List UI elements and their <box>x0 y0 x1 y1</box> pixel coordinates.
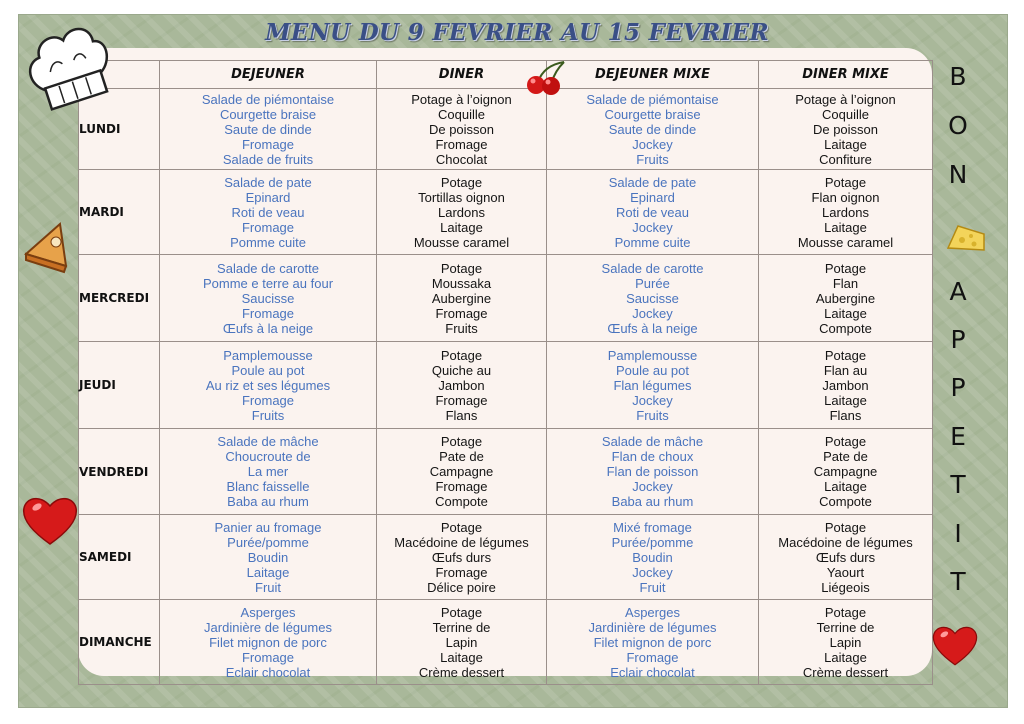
menu-cell-dejeuner <box>160 429 377 515</box>
menu-item: Poule au pot <box>231 362 305 378</box>
menu-item: Œufs durs <box>815 549 876 565</box>
menu-item: Baba au rhum <box>227 494 309 509</box>
menu-item: Laitage <box>440 649 483 665</box>
menu-item: Potage <box>440 174 483 190</box>
menu-item: Courgette braise <box>604 106 701 122</box>
menu-item: Potage à l’oignon <box>795 91 896 107</box>
menu-item: Laitage <box>824 219 867 235</box>
heart-icon-right <box>930 622 980 668</box>
menu-item: Compote <box>435 494 488 509</box>
menu-item: Fromage <box>435 564 488 580</box>
menu-cell-dejeuner-mixe <box>547 255 759 342</box>
heart-icon-left <box>20 492 80 548</box>
menu-cell-diner-mixe <box>759 429 933 515</box>
menu-cell-dejeuner-mixe <box>547 170 759 255</box>
menu-cell-dejeuner <box>160 170 377 255</box>
menu-item: Jockey <box>632 479 673 494</box>
menu-item: Fromage <box>241 136 295 152</box>
menu-item: Saute de dinde <box>224 121 312 137</box>
menu-item: Fromage <box>435 479 488 494</box>
menu-item: Terrine de <box>816 619 875 635</box>
menu-item: Fromage <box>435 305 488 321</box>
menu-item: Délice poire <box>427 579 496 595</box>
side-letter: P <box>950 373 966 402</box>
menu-item: Fruits <box>251 407 285 423</box>
menu-item: Choucroute de <box>225 449 311 464</box>
menu-item: Fruit <box>255 579 281 595</box>
menu-cell-diner <box>377 600 547 685</box>
menu-item: Eclair chocolat <box>225 664 311 680</box>
menu-item: De poisson <box>812 121 879 137</box>
menu-cell-dejeuner-mixe <box>547 515 759 600</box>
menu-item: Laitage <box>824 392 867 408</box>
menu-item: Compote <box>819 320 872 336</box>
menu-cell-diner <box>377 342 547 429</box>
menu-item: Flans <box>445 407 478 423</box>
side-letter: P <box>950 325 966 354</box>
menu-item: Filet mignon de porc <box>209 634 327 650</box>
menu-cell-diner <box>377 89 547 170</box>
menu-item: Chocolat <box>435 151 488 167</box>
menu-item: Campagne <box>813 464 878 479</box>
menu-item: Jockey <box>632 392 673 408</box>
side-letter: T <box>950 567 966 596</box>
menu-item: Jambon <box>822 377 869 393</box>
menu-item: Flan légumes <box>613 377 692 393</box>
menu-item: Fromage <box>435 136 488 152</box>
column-header-dejeuner: DEJEUNER <box>160 61 377 89</box>
menu-item: Pamplemousse <box>223 347 313 363</box>
day-label: JEUDI <box>79 342 160 429</box>
menu-item: Œufs durs <box>431 549 492 565</box>
menu-cell-dejeuner <box>160 342 377 429</box>
menu-item: Pomme cuite <box>614 234 691 250</box>
menu-item: Pamplemousse <box>607 347 698 363</box>
menu-item: Purée/pomme <box>227 534 309 550</box>
menu-item: Fromage <box>241 219 295 235</box>
table-row <box>79 170 933 255</box>
menu-cell-dejeuner-mixe <box>547 429 759 515</box>
day-label: DIMANCHE <box>79 600 160 685</box>
menu-item: Jardinière de légumes <box>588 619 717 635</box>
menu-item: Poule au pot <box>615 362 689 378</box>
menu-item: Fruits <box>636 407 669 423</box>
menu-item: Coquille <box>822 106 869 122</box>
menu-item: Lardons <box>438 204 485 220</box>
menu-item: Pate de <box>823 449 868 464</box>
menu-item: Salade de piémontaise <box>586 91 719 107</box>
table-row <box>79 429 933 515</box>
menu-item: Roti de veau <box>231 204 305 220</box>
menu-cell-diner-mixe <box>759 89 933 170</box>
menu-item: Jockey <box>632 564 673 580</box>
table-row <box>79 89 933 170</box>
menu-item: Laitage <box>824 649 867 665</box>
chef-hat-icon <box>20 22 118 114</box>
cheese-icon <box>944 222 988 254</box>
menu-item: Potage <box>824 347 867 363</box>
menu-item: Salade de mâche <box>601 434 704 449</box>
menu-item: Salade de carotte <box>601 260 704 276</box>
menu-item: Potage <box>824 434 867 449</box>
pie-slice-icon <box>20 218 70 274</box>
menu-item: Potage à l’oignon <box>411 91 512 107</box>
menu-item: Fruit <box>639 579 666 595</box>
table-row <box>79 515 933 600</box>
menu-item: Saucisse <box>626 290 679 306</box>
menu-item: Pate de <box>439 449 484 464</box>
menu-cell-diner <box>377 255 547 342</box>
menu-item: Jambon <box>438 377 485 393</box>
menu-item: Salade de pate <box>608 174 697 190</box>
menu-cell-diner-mixe <box>759 515 933 600</box>
menu-item: Fromage <box>626 649 679 665</box>
table-row <box>79 255 933 342</box>
menu-item: Liégeois <box>821 579 870 595</box>
side-letter: B <box>949 62 967 91</box>
page-title: MENU DU 9 FEVRIER AU 15 FEVRIER <box>265 19 769 46</box>
menu-item: Macédoine de légumes <box>778 534 913 550</box>
menu-item: Potage <box>440 260 483 276</box>
menu-item: Saute de dinde <box>608 121 697 137</box>
menu-item: Salade de fruits <box>222 151 314 167</box>
day-label: MERCREDI <box>79 255 160 342</box>
menu-cell-diner <box>377 429 547 515</box>
menu-item: Lardons <box>822 204 869 220</box>
menu-cell-diner-mixe <box>759 255 933 342</box>
menu-item: Œufs à la neige <box>222 320 314 336</box>
menu-item: Courgette braise <box>219 106 317 122</box>
menu-item: Asperges <box>625 604 680 620</box>
menu-item: Blanc faisselle <box>226 479 310 494</box>
menu-item: Salade de mâche <box>217 434 319 449</box>
menu-item: Terrine de <box>432 619 491 635</box>
menu-item: Panier au fromage <box>214 519 322 535</box>
menu-cell-diner <box>377 170 547 255</box>
menu-item: Potage <box>440 604 483 620</box>
menu-item: Jockey <box>632 305 673 321</box>
menu-item: Pomme cuite <box>230 234 306 250</box>
menu-item: Laitage <box>824 479 867 494</box>
menu-item: Confiture <box>819 151 872 167</box>
menu-item: Asperges <box>240 604 296 620</box>
day-label: VENDREDI <box>79 429 160 515</box>
menu-item: Eclair chocolat <box>610 664 695 680</box>
side-letter: O <box>948 111 968 140</box>
menu-cell-diner-mixe <box>759 170 933 255</box>
side-letter: A <box>949 277 967 306</box>
menu-item: Boudin <box>247 549 289 565</box>
menu-item: Crème dessert <box>802 664 889 680</box>
menu-cell-diner <box>377 515 547 600</box>
day-label: SAMEDI <box>79 515 160 600</box>
menu-item: Laitage <box>824 136 867 152</box>
menu-item: Aubergine <box>815 290 876 306</box>
menu-cell-diner-mixe <box>759 342 933 429</box>
day-label: LUNDI <box>79 89 160 170</box>
menu-item: Potage <box>440 347 483 363</box>
menu-item: Saucisse <box>241 290 295 306</box>
menu-item: Campagne <box>429 464 494 479</box>
menu-item: Purée/pomme <box>611 534 694 550</box>
menu-item: Crème dessert <box>418 664 505 680</box>
menu-item: Quiche au <box>431 362 492 378</box>
menu-item: Tortillas oignon <box>418 189 505 205</box>
menu-item: Aubergine <box>431 290 492 306</box>
menu-item: Flans <box>829 407 862 423</box>
menu-item: Baba au rhum <box>611 494 694 509</box>
menu-item: Mousse caramel <box>797 234 894 250</box>
column-header-diner: DINER <box>377 61 547 89</box>
menu-cell-diner-mixe <box>759 600 933 685</box>
side-letter: T <box>950 470 966 499</box>
menu-item: Potage <box>824 604 867 620</box>
menu-item: De poisson <box>428 121 495 137</box>
header-row <box>79 61 933 89</box>
menu-cell-dejeuner <box>160 255 377 342</box>
menu-item: Potage <box>440 434 483 449</box>
menu-item: Laitage <box>440 219 483 235</box>
menu-cell-dejeuner <box>160 515 377 600</box>
menu-item: Salade de carotte <box>217 260 319 276</box>
menu-item: Salade de piémontaise <box>201 91 335 107</box>
menu-cell-dejeuner-mixe <box>547 342 759 429</box>
menu-item: Potage <box>440 519 483 535</box>
menu-item: Potage <box>824 260 867 276</box>
menu-item: Jockey <box>632 219 673 235</box>
menu-item: Potage <box>824 519 867 535</box>
menu-item: Yaourt <box>826 564 865 580</box>
day-label: MARDI <box>79 170 160 255</box>
table-row <box>79 342 933 429</box>
menu-item: Jardinière de légumes <box>204 619 332 635</box>
menu-item: Salade de pate <box>224 174 312 190</box>
menu-item: Œufs à la neige <box>607 320 698 336</box>
menu-item: Lapin <box>445 634 478 650</box>
side-letter: N <box>948 160 968 189</box>
menu-item: La mer <box>247 464 289 479</box>
menu-item: Coquille <box>438 106 485 122</box>
menu-cell-dejeuner-mixe <box>547 600 759 685</box>
menu-item: Fromage <box>435 392 488 408</box>
table-row <box>79 600 933 685</box>
menu-item: Macédoine de légumes <box>394 534 529 550</box>
menu-item: Fruits <box>445 320 478 336</box>
menu-item: Laitage <box>824 305 867 321</box>
menu-item: Lapin <box>829 634 862 650</box>
column-header-dejeuner-mixe: DEJEUNER MIXE <box>547 61 759 89</box>
menu-item: Filet mignon de porc <box>593 634 712 650</box>
menu-item: Compote <box>819 494 872 509</box>
menu-cell-dejeuner-mixe <box>547 89 759 170</box>
cherry-icon <box>524 60 574 96</box>
menu-item: Flan de choux <box>611 449 694 464</box>
menu-item: Au riz et ses légumes <box>205 377 331 393</box>
menu-item: Fromage <box>241 392 295 408</box>
menu-item: Mousse caramel <box>413 234 510 250</box>
menu-table <box>78 60 933 685</box>
menu-item: Moussaka <box>431 275 492 291</box>
column-header-diner-mixe: DINER MIXE <box>759 61 933 89</box>
menu-item: Fruits <box>636 151 669 167</box>
menu-item: Potage <box>824 174 867 190</box>
menu-item: Flan de poisson <box>606 464 699 479</box>
menu-cell-dejeuner <box>160 600 377 685</box>
menu-item: Flan oignon <box>811 189 880 205</box>
side-letter: E <box>950 422 966 451</box>
side-letter: I <box>954 519 962 548</box>
menu-item: Pomme e terre au four <box>202 275 334 291</box>
menu-item: Laitage <box>246 564 290 580</box>
menu-cell-dejeuner <box>160 89 377 170</box>
menu-item: Jockey <box>632 136 673 152</box>
menu-item: Roti de veau <box>616 204 689 220</box>
menu-item: Purée <box>635 275 670 291</box>
menu-item: Epinard <box>245 189 291 205</box>
menu-item: Fromage <box>241 649 295 665</box>
menu-item: Flan au <box>823 362 868 378</box>
menu-item: Epinard <box>630 189 675 205</box>
menu-item: Mixé fromage <box>613 519 692 535</box>
menu-item: Boudin <box>632 549 673 565</box>
menu-item: Fromage <box>241 305 295 321</box>
menu-item: Flan <box>832 275 859 291</box>
